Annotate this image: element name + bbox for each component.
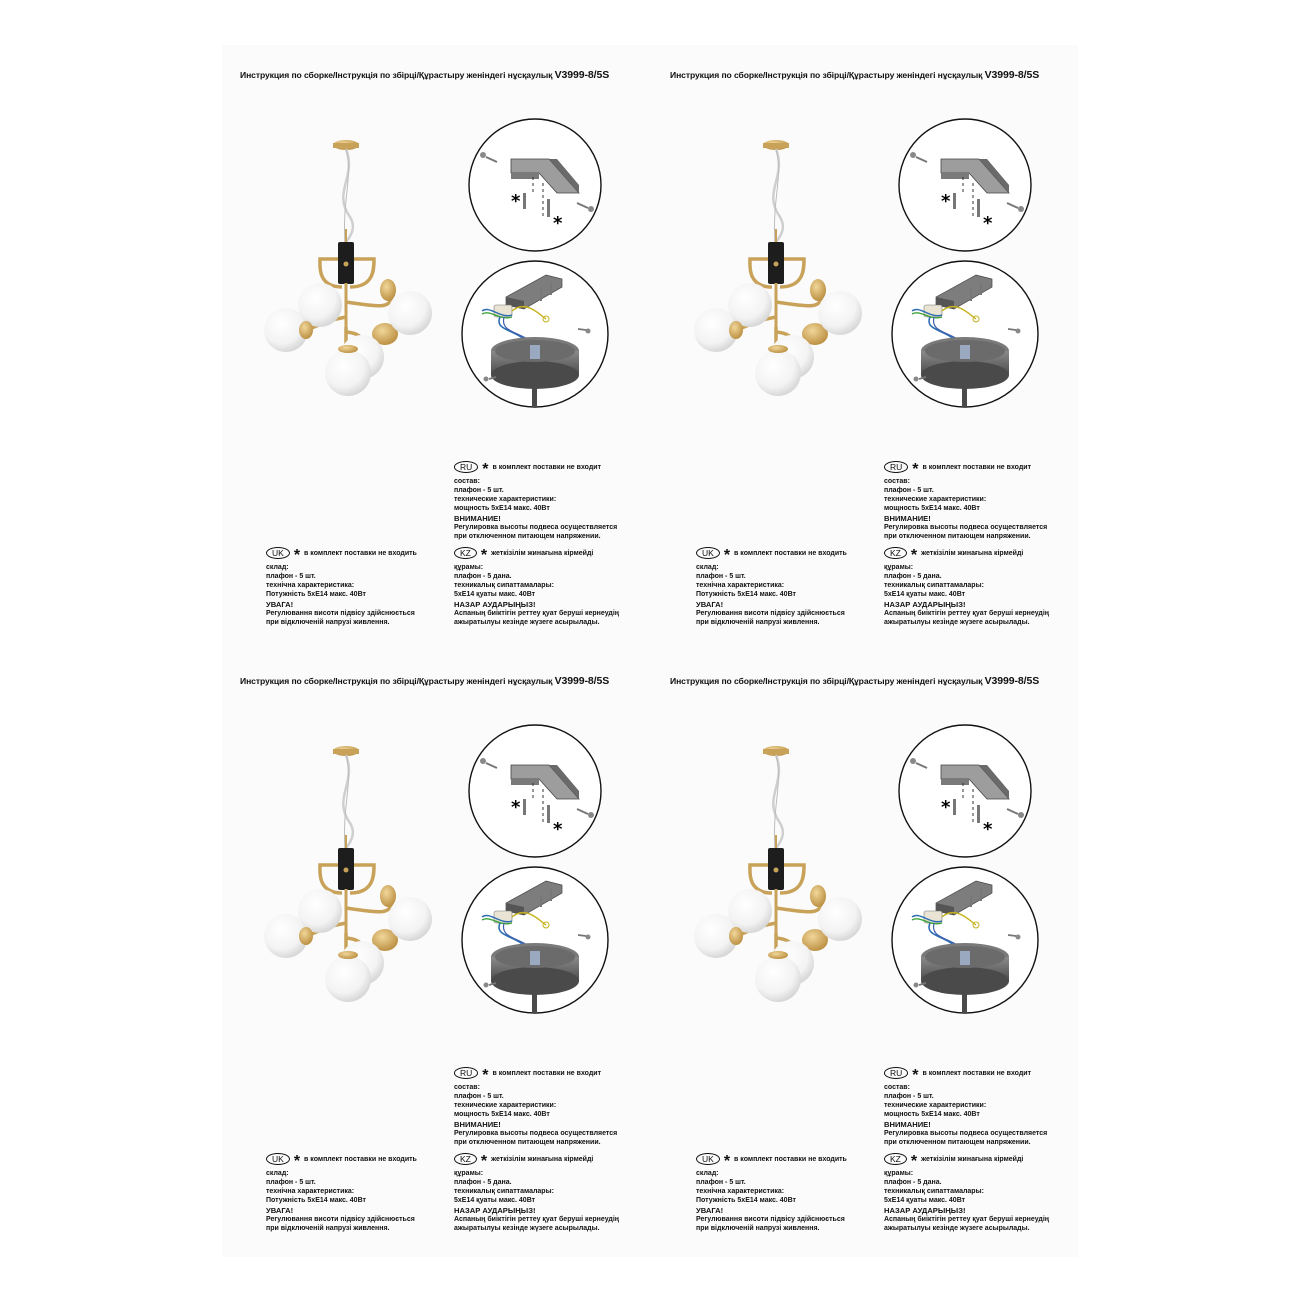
kz-l4: 5хЕ14 қуаты макс. 40Вт [884,1197,966,1204]
kz-badge: KZ [884,1153,907,1165]
sheet-title [240,69,660,81]
ru-l5: ВНИМАНИЕ! [884,1120,931,1129]
uk-l6: Регулювання висоти підвісу здійснюється [696,610,845,617]
asterisk-icon: * [941,797,951,818]
uk-l7: при відключеній напрузі живлення. [696,1225,820,1232]
kz-section [454,547,619,627]
ru-l7: при отключенном питающем напряжении. [454,1139,601,1146]
ru-section [454,461,617,541]
ru-l4: мощность 5хЕ14 макс. 40Вт [454,1111,550,1118]
bracket-detail-circle [467,723,603,859]
kz-star_note: жеткізілім жинағына кірмейді [491,1155,594,1163]
asterisk-icon: * [482,461,489,478]
model: V3999-8/5S [554,675,610,687]
asterisk-icon: * [912,461,919,478]
asterisk-icon: * [553,213,563,234]
kz-l2: плафон - 5 дана. [884,573,942,580]
kz-l5: НАЗАР АУДАРЫҢЫЗ! [884,600,966,609]
ru-l2: плафон - 5 шт. [884,487,934,494]
uk-l2: плафон - 5 шт. [696,1179,746,1186]
uk-l5: УВАГА! [266,1206,294,1215]
uk-l1: склад: [266,564,289,571]
ru-l7: при отключенном питающем напряжении. [884,533,1031,540]
uk-star_note: в комплект поставки не входить [734,1155,847,1163]
uk-star_note: в комплект поставки не входить [734,549,847,557]
kz-section [884,547,1049,627]
ru-l3: технические характеристики: [454,1102,557,1109]
uk-star_note: в комплект поставки не входить [304,549,417,557]
kz-l7: ажыратылуы кезінде жүзеге асырылады. [884,619,1030,626]
wiring-detail-circle [890,259,1040,409]
uk-l1: склад: [696,1170,719,1177]
asterisk-icon: * [941,191,951,212]
kz-l1: құрамы: [454,1170,484,1177]
instruction-panel [222,45,652,651]
uk-l4: Потужність 5хЕ14 макс. 40Вт [696,591,796,598]
uk-l7: при відключеній напрузі живлення. [266,619,390,626]
wiring-detail-circle [460,865,610,1015]
ru-l4: мощность 5хЕ14 макс. 40Вт [454,505,550,512]
asterisk-icon: * [293,547,301,564]
title: Инструкция по сборке/Інструкція по збірці/Құрастыру женіндегі нұсқаулық [670,676,983,686]
uk-l6: Регулювання висоти підвісу здійснюється [696,1216,845,1223]
ru-star_note: в комплект поставки не входит [922,463,1032,471]
uk-l7: при відключеній напрузі живлення. [696,619,820,626]
chandelier-illustration [262,137,432,397]
uk-l7: при відключеній напрузі живлення. [266,1225,390,1232]
ru-star_note: в комплект поставки не входит [492,1069,602,1077]
uk-section [266,547,417,627]
instruction-panel [652,651,1082,1257]
model: V3999-8/5S [984,675,1040,687]
asterisk-icon: * [723,1153,731,1170]
asterisk-icon: * [480,1153,488,1170]
uk-l1: склад: [266,1170,289,1177]
kz-star_note: жеткізілім жинағына кірмейді [491,549,594,557]
uk-l2: плафон - 5 шт. [266,573,316,580]
asterisk-icon: * [983,213,993,234]
uk-l1: склад: [696,564,719,571]
chandelier-illustration [692,137,862,397]
asterisk-icon: * [723,547,731,564]
uk-star_note: в комплект поставки не входить [304,1155,417,1163]
asterisk-icon: * [482,1067,489,1084]
chandelier-illustration [262,743,432,1003]
uk-l3: технічна характеристика: [696,582,785,589]
instruction-panel [222,651,652,1257]
kz-l2: плафон - 5 дана. [454,1179,512,1186]
asterisk-icon: * [293,1153,301,1170]
sheet-title [670,69,1090,81]
kz-badge: KZ [454,1153,477,1165]
kz-l7: ажыратылуы кезінде жүзеге асырылады. [454,619,600,626]
model: V3999-8/5S [554,69,610,81]
kz-l6: Аспаның биіктігін реттеу қуат беруші кернеудің [454,1216,620,1223]
kz-l1: құрамы: [884,564,914,571]
wiring-detail-circle [460,259,610,409]
ru-l5: ВНИМАНИЕ! [884,514,931,523]
kz-l3: техникалық сипаттамалары: [454,1188,554,1195]
kz-l1: құрамы: [454,564,484,571]
ru-badge: RU [454,1067,478,1079]
ru-badge: RU [884,1067,908,1079]
uk-badge: UK [266,1153,290,1165]
kz-l5: НАЗАР АУДАРЫҢЫЗ! [884,1206,966,1215]
ru-l2: плафон - 5 шт. [454,487,504,494]
ru-l1: состав: [454,1084,480,1091]
uk-l3: технічна характеристика: [266,582,355,589]
ru-star_note: в комплект поставки не входит [922,1069,1032,1077]
instruction-sheet [222,45,1078,1257]
ru-l3: технические характеристики: [884,496,987,503]
uk-section [266,1153,417,1233]
ru-l6: Регулировка высоты подвеса осуществляется [454,524,618,531]
ru-badge: RU [454,461,478,473]
bracket-detail-circle [897,723,1033,859]
uk-badge: UK [266,547,290,559]
kz-l7: ажыратылуы кезінде жүзеге асырылады. [454,1225,600,1232]
asterisk-icon: * [910,1153,918,1170]
bracket-detail-circle [897,117,1033,253]
sheet-title [670,675,1090,687]
uk-l5: УВАГА! [266,600,294,609]
asterisk-icon: * [912,1067,919,1084]
ru-l1: состав: [884,1084,910,1091]
ru-section [884,461,1047,541]
kz-l3: техникалық сипаттамалары: [454,582,554,589]
uk-l6: Регулювання висоти підвісу здійснюється [266,610,415,617]
ru-l5: ВНИМАНИЕ! [454,1120,501,1129]
ru-l4: мощность 5хЕ14 макс. 40Вт [884,1111,980,1118]
kz-section [884,1153,1049,1233]
uk-badge: UK [696,1153,720,1165]
asterisk-icon: * [553,819,563,840]
ru-star_note: в комплект поставки не входит [492,463,602,471]
ru-badge: RU [884,461,908,473]
ru-l1: состав: [454,478,480,485]
asterisk-icon: * [983,819,993,840]
kz-l4: 5хЕ14 қуаты макс. 40Вт [454,1197,536,1204]
kz-l3: техникалық сипаттамалары: [884,1188,984,1195]
uk-l3: технічна характеристика: [696,1188,785,1195]
kz-l6: Аспаның биіктігін реттеу қуат беруші кернеудің [884,610,1050,617]
ru-l5: ВНИМАНИЕ! [454,514,501,523]
ru-l7: при отключенном питающем напряжении. [884,1139,1031,1146]
uk-l3: технічна характеристика: [266,1188,355,1195]
ru-l6: Регулировка высоты подвеса осуществляется [884,1130,1048,1137]
wiring-detail-circle [890,865,1040,1015]
kz-star_note: жеткізілім жинағына кірмейді [921,1155,1024,1163]
uk-l4: Потужність 5хЕ14 макс. 40Вт [266,1197,366,1204]
asterisk-icon: * [511,191,521,212]
kz-l2: плафон - 5 дана. [454,573,512,580]
model: V3999-8/5S [984,69,1040,81]
ru-l2: плафон - 5 шт. [454,1093,504,1100]
kz-section [454,1153,619,1233]
ru-section [884,1067,1047,1147]
title: Инструкция по сборке/Інструкція по збірці/Құрастыру женіндегі нұсқаулық [240,676,553,686]
kz-l5: НАЗАР АУДАРЫҢЫЗ! [454,600,536,609]
bracket-detail-circle [467,117,603,253]
uk-l4: Потужність 5хЕ14 макс. 40Вт [266,591,366,598]
kz-badge: KZ [884,547,907,559]
instruction-panel [652,45,1082,651]
uk-l2: плафон - 5 шт. [696,573,746,580]
ru-section [454,1067,617,1147]
ru-l2: плафон - 5 шт. [884,1093,934,1100]
kz-l5: НАЗАР АУДАРЫҢЫЗ! [454,1206,536,1215]
ru-l6: Регулировка высоты подвеса осуществляется [884,524,1048,531]
ru-l3: технические характеристики: [884,1102,987,1109]
uk-section [696,1153,847,1233]
ru-l1: состав: [884,478,910,485]
kz-l3: техникалық сипаттамалары: [884,582,984,589]
ru-l3: технические характеристики: [454,496,557,503]
uk-l2: плафон - 5 шт. [266,1179,316,1186]
kz-l4: 5хЕ14 қуаты макс. 40Вт [884,591,966,598]
title: Инструкция по сборке/Інструкція по збірці/Құрастыру женіндегі нұсқаулық [240,70,553,80]
uk-section [696,547,847,627]
uk-l4: Потужність 5хЕ14 макс. 40Вт [696,1197,796,1204]
asterisk-icon: * [511,797,521,818]
kz-l2: плафон - 5 дана. [884,1179,942,1186]
uk-l5: УВАГА! [696,600,724,609]
ru-l6: Регулировка высоты подвеса осуществляется [454,1130,618,1137]
kz-l4: 5хЕ14 қуаты макс. 40Вт [454,591,536,598]
kz-l1: құрамы: [884,1170,914,1177]
asterisk-icon: * [910,547,918,564]
uk-badge: UK [696,547,720,559]
kz-badge: KZ [454,547,477,559]
uk-l6: Регулювання висоти підвісу здійснюється [266,1216,415,1223]
kz-star_note: жеткізілім жинағына кірмейді [921,549,1024,557]
asterisk-icon: * [480,547,488,564]
kz-l6: Аспаның биіктігін реттеу қуат беруші кернеудің [884,1216,1050,1223]
uk-l5: УВАГА! [696,1206,724,1215]
chandelier-illustration [692,743,862,1003]
kz-l6: Аспаның биіктігін реттеу қуат беруші кернеудің [454,610,620,617]
ru-l4: мощность 5хЕ14 макс. 40Вт [884,505,980,512]
kz-l7: ажыратылуы кезінде жүзеге асырылады. [884,1225,1030,1232]
sheet-title [240,675,660,687]
title: Инструкция по сборке/Інструкція по збірці/Құрастыру женіндегі нұсқаулық [670,70,983,80]
ru-l7: при отключенном питающем напряжении. [454,533,601,540]
